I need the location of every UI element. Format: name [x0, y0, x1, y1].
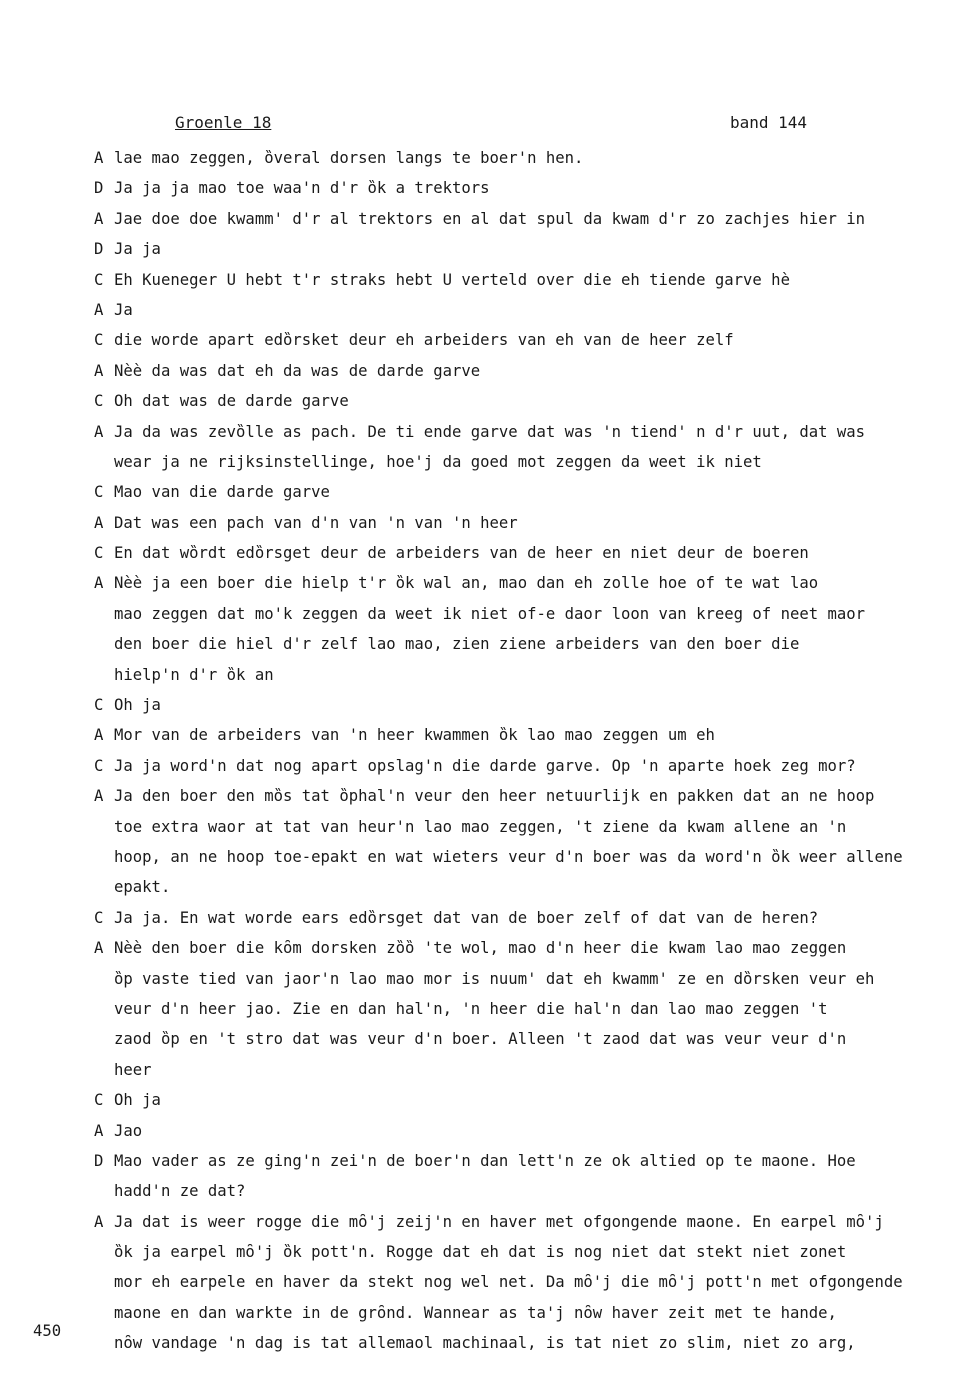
speaker-label: C [94, 483, 104, 502]
line-text: Oh dat was de darde garve [114, 392, 349, 411]
document-title: Groenle 18 [175, 113, 272, 132]
transcript-line [94, 234, 964, 264]
transcript-line [94, 842, 964, 872]
line-text: Eh Kueneger U hebt t'r straks hebt U verteld over die eh tiende garve hè [114, 270, 790, 289]
speaker-label: D [94, 1151, 104, 1170]
transcript-body [94, 143, 964, 1359]
line-text: Ja ja word'n dat nog apart opslag'n die darde garve. Op 'n aparte hoek zeg mor? [114, 756, 856, 775]
line-text: Ja den boer den mȍs tat ȍphal'n veur den heer netuurlijk en pakken dat an ne hoop [114, 787, 875, 806]
line-text: hadd'n ze dat? [114, 1182, 246, 1201]
line-text: ȍk ja earpel mȏ'j ȍk pott'n. Rogge dat eh dat is nog niet dat stekt niet zonet [114, 1243, 847, 1262]
transcript-line [94, 599, 964, 629]
line-text: toe extra waor at tat van heur'n lao mao zeggen, 't ziene da kwam allene an 'n [114, 817, 847, 836]
page-header [175, 113, 825, 137]
line-text: ȍp vaste tied van jaor'n lao mao mor is nuum' dat eh kwamm' ze en dȍrsken veur eh [114, 969, 875, 988]
transcript-line [94, 994, 964, 1024]
transcript-line [94, 1328, 964, 1358]
band-number: band 144 [730, 113, 808, 132]
speaker-label: A [94, 1212, 104, 1231]
speaker-label: A [94, 1121, 104, 1140]
transcript-line [94, 1116, 964, 1146]
transcript-line [94, 538, 964, 568]
transcript-line [94, 477, 964, 507]
line-text: Nèè ja een boer die hielp t'r ȍk wal an, mao dan eh zolle hoe of te wat lao [114, 574, 819, 593]
speaker-label: D [94, 179, 104, 198]
page-number: 450 [33, 1322, 62, 1340]
speaker-label: D [94, 240, 104, 259]
transcript-line [94, 295, 964, 325]
line-text: zaod ȍp en 't stro dat was veur d'n boer. Alleen 't zaod dat was veur veur d'n [114, 1030, 847, 1049]
line-text: die worde apart edȍrsket deur eh arbeiders van eh van de heer zelf [114, 331, 734, 350]
transcript-line [94, 903, 964, 933]
speaker-label: A [94, 513, 104, 532]
transcript-line [94, 1298, 964, 1328]
transcript-line [94, 1267, 964, 1297]
line-text: Oh ja [114, 1091, 161, 1110]
transcript-line [94, 720, 964, 750]
transcript-line [94, 508, 964, 538]
line-text: Mor van de arbeiders van 'n heer kwammen ȍk lao mao zeggen um eh [114, 726, 715, 745]
line-text: den boer die hiel d'r zelf lao mao, zien ziene arbeiders van den boer die [114, 635, 800, 654]
transcript-line [94, 781, 964, 811]
transcript-line [94, 204, 964, 234]
line-text: En dat wȍrdt edȍrsget deur de arbeiders van de heer en niet deur de boeren [114, 544, 809, 563]
line-text: Jao [114, 1121, 143, 1140]
line-text: Ja dat is weer rogge die mȏ'j zeij'n en haver met ofgongende maone. En earpel mȏ'j [114, 1212, 884, 1231]
transcript-line [94, 964, 964, 994]
transcript-line [94, 1146, 964, 1176]
speaker-label: C [94, 270, 104, 289]
transcript-line [94, 417, 964, 447]
transcript-line [94, 1055, 964, 1085]
transcript-line [94, 356, 964, 386]
line-text: maone en dan warkte in de grȏnd. Wannear as ta'j nȏw haver zeit met te hande, [114, 1303, 837, 1322]
line-text: lae mao zeggen, ȍveral dorsen langs te boer'n hen. [114, 149, 584, 167]
transcript-line [94, 568, 964, 598]
transcript-line [94, 1085, 964, 1115]
line-text: Nèè da was dat eh da was de darde garve [114, 361, 481, 380]
speaker-label: A [94, 149, 104, 167]
speaker-label: A [94, 422, 104, 441]
speaker-label: A [94, 300, 104, 319]
line-text: Dat was een pach van d'n van 'n van 'n heer [114, 513, 518, 532]
line-text: Jae doe doe kwamm' d'r al trektors en al dat spul da kwam d'r zo zachjes hier in [114, 209, 866, 228]
speaker-label: C [94, 696, 104, 715]
transcript-line [94, 265, 964, 295]
line-text: hoop, an ne hoop toe-epakt en wat wieters veur d'n boer was da word'n ȍk weer allene [114, 847, 903, 866]
speaker-label: C [94, 392, 104, 411]
line-text: veur d'n heer jao. Zie en dan hal'n, 'n heer die hal'n dan lao mao zeggen 't [114, 999, 828, 1018]
line-text: Ja ja [114, 240, 161, 259]
transcript-line [94, 143, 964, 173]
line-text: wear ja ne rijksinstellinge, hoe'j da goed mot zeggen da weet ik niet [114, 452, 762, 471]
line-text: Oh ja [114, 696, 161, 715]
line-text: mor eh earpele en haver da stekt nog wel net. Da mȏ'j die mȏ'j pott'n met ofgongende [114, 1273, 903, 1292]
transcript-line [94, 447, 964, 477]
transcript-line [94, 690, 964, 720]
transcript-line [94, 1024, 964, 1054]
transcript-line [94, 173, 964, 203]
speaker-label: C [94, 908, 104, 927]
speaker-label: A [94, 726, 104, 745]
speaker-label: A [94, 361, 104, 380]
speaker-label: C [94, 331, 104, 350]
line-text: heer [114, 1060, 152, 1079]
line-text: nȏw vandage 'n dag is tat allemaol machinaal, is tat niet zo slim, niet zo arg, [114, 1334, 856, 1353]
transcript-line [94, 660, 964, 690]
transcript-line [94, 812, 964, 842]
transcript-line [94, 1176, 964, 1206]
speaker-label: A [94, 787, 104, 806]
transcript-line [94, 1207, 964, 1237]
line-text: hielp'n d'r ȍk an [114, 665, 274, 684]
transcript-line [94, 1237, 964, 1267]
speaker-label: C [94, 1091, 104, 1110]
speaker-label: C [94, 756, 104, 775]
line-text: Ja [114, 300, 133, 319]
line-text: epakt. [114, 878, 171, 897]
speaker-label: A [94, 939, 104, 958]
line-text: Nèè den boer die kȏm dorsken zȍȍ 'te wol, mao d'n heer die kwam lao mao zeggen [114, 939, 847, 958]
speaker-label: A [94, 574, 104, 593]
transcript-line [94, 933, 964, 963]
line-text: mao zeggen dat mo'k zeggen da weet ik niet of-e daor loon van kreeg of neet maor [114, 604, 866, 623]
transcript-line [94, 751, 964, 781]
speaker-label: C [94, 544, 104, 563]
line-text: Ja ja ja mao toe waa'n d'r ȍk a trektors [114, 179, 490, 198]
transcript-line [94, 386, 964, 416]
transcript-line [94, 629, 964, 659]
line-text: Ja ja. En wat worde ears edȍrsget dat van de boer zelf of dat van de heren? [114, 908, 819, 927]
line-text: Ja da was zevȍlle as pach. De ti ende garve dat was 'n tiend' n d'r uut, dat was [114, 422, 866, 441]
transcript-line [94, 872, 964, 902]
line-text: Mao vader as ze ging'n zei'n de boer'n dan lett'n ze ok altied op te maone. Hoe [114, 1151, 856, 1170]
transcript-line [94, 325, 964, 355]
speaker-label: A [94, 209, 104, 228]
line-text: Mao van die darde garve [114, 483, 330, 502]
